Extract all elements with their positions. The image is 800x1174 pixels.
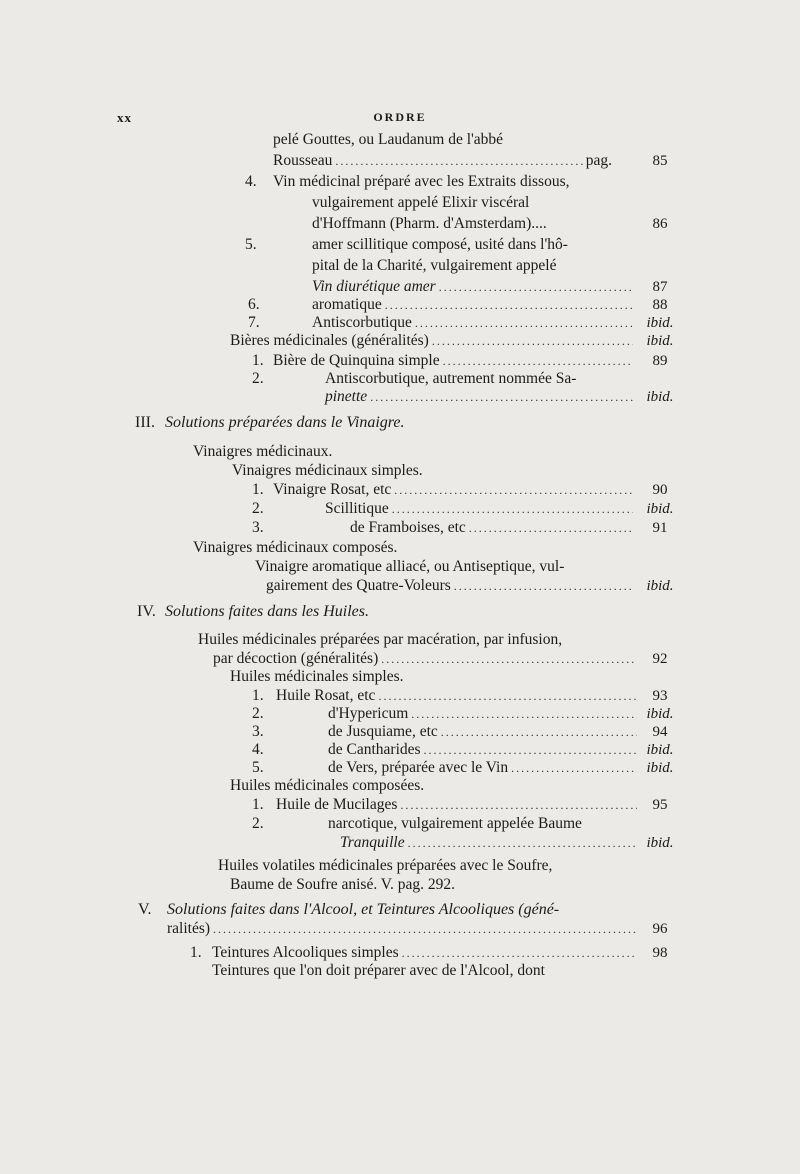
page-reference: ibid.: [646, 389, 674, 405]
toc-entry: [232, 462, 636, 480]
toc-entry: [276, 796, 640, 814]
entry-number: 1.: [252, 481, 264, 498]
leader-dots: [400, 796, 637, 814]
page-reference: 98: [652, 945, 668, 961]
leader-dots: [370, 388, 633, 406]
toc-entry: [328, 741, 640, 759]
page-reference: 89: [652, 353, 668, 369]
entry-number: 7.: [248, 314, 260, 331]
toc-entry: [230, 777, 640, 795]
leader-dots: [454, 577, 633, 595]
toc-entry: [340, 834, 640, 852]
leader-dots: [443, 352, 633, 370]
entry-label: de Vers, préparée avec le Vin: [328, 759, 509, 776]
page-reference: 93: [652, 688, 668, 704]
entry-label: Bières médicinales (généralités): [230, 332, 429, 349]
entry-number: 4.: [245, 173, 257, 190]
entry-label: Antiscorbutique: [312, 314, 412, 331]
toc-entry: [312, 215, 636, 233]
entry-number: 2.: [252, 815, 264, 832]
page-number: xx: [117, 110, 132, 125]
leader-dots: [408, 834, 637, 852]
page-reference: 85: [652, 153, 668, 169]
entry-label: amer scillitique composé, usité dans l'hô-: [312, 236, 568, 253]
entry-label: de Cantharides: [328, 741, 421, 758]
entry-label: pelé Gouttes, ou Laudanum de l'abbé: [273, 131, 504, 148]
leader-dots: [392, 500, 633, 518]
toc-entry: [312, 296, 636, 314]
entry-number: 4.: [252, 741, 264, 758]
leader-dots: [381, 650, 637, 668]
leader-dots: [385, 296, 633, 314]
toc-entry: [273, 352, 636, 370]
toc-entry: [325, 500, 636, 518]
toc-entry: [255, 558, 636, 576]
entry-label: narcotique, vulgairement appelée Baume: [328, 815, 582, 832]
toc-entry: [212, 944, 640, 962]
page-reference: ibid.: [646, 742, 674, 758]
entry-label: gairement des Quatre-Voleurs: [266, 577, 451, 594]
toc-entry: [350, 519, 636, 537]
toc-entry: [312, 194, 636, 212]
leader-dots: [469, 519, 633, 537]
page-reference: 86: [652, 216, 668, 232]
toc-entry: [273, 152, 612, 170]
entry-number: 1.: [252, 687, 264, 704]
entry-label: Solutions faites dans les Huiles.: [165, 603, 369, 620]
page-reference: ibid.: [646, 315, 674, 331]
entry-label: Teintures Alcooliques simples: [212, 944, 399, 961]
entry-label: Vinaigre aromatique alliacé, ou Antiseptique, vul-: [255, 558, 565, 575]
entry-number: 3.: [252, 519, 264, 536]
toc-entry: [167, 920, 640, 938]
toc-entry: [266, 577, 636, 595]
entry-label: d'Hypericum: [328, 705, 409, 722]
entry-label: Tranquille: [340, 834, 405, 851]
page-reference: ibid.: [646, 706, 674, 722]
page-reference: 92: [652, 651, 668, 667]
page-reference: 88: [652, 297, 668, 313]
toc-entry: [312, 278, 636, 296]
toc-entry: [230, 332, 636, 350]
toc-entry: [212, 962, 640, 980]
entry-label: Huile Rosat, etc: [276, 687, 376, 704]
entry-number: III.: [135, 414, 155, 431]
entry-number: 2.: [252, 370, 264, 387]
entry-label: Huiles médicinales simples.: [230, 668, 404, 685]
toc-entry: [328, 723, 640, 741]
running-title: ORDRE: [373, 110, 427, 124]
toc-entry: [312, 314, 636, 332]
leader-dots: [335, 152, 582, 170]
entry-number: 1.: [252, 352, 264, 369]
entry-label: Vinaigres médicinaux composés.: [193, 539, 398, 556]
toc-entry: [198, 631, 640, 649]
toc-entry: [273, 173, 636, 191]
entry-number: 1.: [252, 796, 264, 813]
leader-dots: [411, 705, 637, 723]
page-reference: 95: [652, 797, 668, 813]
leader-dots: [424, 741, 637, 759]
leader-dots: [441, 723, 637, 741]
leader-dots: [394, 481, 633, 499]
toc-entry: [328, 705, 640, 723]
entry-number: 2.: [252, 500, 264, 517]
entry-number: V.: [138, 901, 152, 918]
page-reference: 94: [652, 724, 668, 740]
leader-dots: [213, 920, 637, 938]
page-reference: ibid.: [646, 333, 674, 349]
page-reference: 96: [652, 921, 668, 937]
toc-entry: [218, 857, 640, 875]
leader-dots: [432, 332, 633, 350]
entry-number: 5.: [252, 759, 264, 776]
entry-number: IV.: [137, 603, 156, 620]
leader-dots: [378, 687, 637, 705]
page-reference: ibid.: [646, 578, 674, 594]
entry-label: Vinaigres médicinaux simples.: [232, 462, 423, 479]
entry-label: Rousseau: [273, 152, 333, 169]
toc-entry: [213, 650, 640, 668]
entry-label: par décoction (généralités): [213, 650, 379, 667]
toc-entry: [273, 481, 636, 499]
toc-entry: [328, 759, 640, 777]
entry-label: Vinaigre Rosat, etc: [273, 481, 392, 498]
entry-label: pinette: [325, 388, 368, 405]
entry-label: Bière de Quinquina simple: [273, 352, 440, 369]
entry-label: Huiles médicinales préparées par macération, par infusion,: [198, 631, 563, 648]
toc-entry: [312, 257, 636, 275]
entry-label: Solutions faites dans l'Alcool, et Teintures Alcooliques (géné-: [167, 901, 560, 918]
leader-dots: [415, 314, 633, 332]
section-heading: [165, 414, 636, 432]
leader-dots: [439, 278, 633, 296]
toc-entry: [312, 236, 636, 254]
page-reference: 87: [652, 279, 668, 295]
entry-label: pital de la Charité, vulgairement appelé: [312, 257, 557, 274]
section-heading: [167, 901, 640, 919]
entry-label: Vin diurétique amer: [312, 278, 436, 295]
page-reference: ibid.: [646, 760, 674, 776]
entry-label: aromatique: [312, 296, 382, 313]
page-reference: 91: [652, 520, 668, 536]
entry-label: Antiscorbutique, autrement nommée Sa-: [325, 370, 577, 387]
entry-label: Teintures que l'on doit préparer avec de l'Alcool, dont: [212, 962, 545, 979]
section-heading: [165, 603, 636, 621]
toc-entry: [230, 668, 640, 686]
entry-label: Vinaigres médicinaux.: [193, 443, 333, 460]
entry-number: 1.: [190, 944, 202, 961]
entry-label: Vin médicinal préparé avec les Extraits dissous,: [273, 173, 570, 190]
entry-label: vulgairement appelé Elixir viscéral: [312, 194, 530, 211]
toc-entry: [193, 443, 636, 461]
toc-entry: [276, 687, 640, 705]
entry-number: 5.: [245, 236, 257, 253]
entry-label: Huiles volatiles médicinales préparées avec le Soufre,: [218, 857, 553, 874]
toc-entry: [325, 370, 636, 388]
entry-label: ralités): [167, 920, 211, 937]
leader-dots: [511, 759, 637, 777]
entry-label: Solutions préparées dans le Vinaigre.: [165, 414, 405, 431]
toc-entry: [325, 388, 636, 406]
entry-number: 2.: [252, 705, 264, 722]
entry-number: 3.: [252, 723, 264, 740]
toc-entry: [193, 539, 636, 557]
entry-label: Huiles médicinales composées.: [230, 777, 425, 794]
entry-number: 6.: [248, 296, 260, 313]
leader-dots: [402, 944, 637, 962]
entry-label: d'Hoffmann (Pharm. d'Amsterdam)....: [312, 215, 547, 232]
page-abbreviation: pag.: [585, 152, 612, 169]
toc-entry: [273, 131, 636, 149]
toc-entry: [328, 815, 640, 833]
page-reference: ibid.: [646, 835, 674, 851]
entry-label: Huile de Mucilages: [276, 796, 398, 813]
entry-label: Scillitique: [325, 500, 389, 517]
page-reference: ibid.: [646, 501, 674, 517]
entry-label: de Framboises, etc: [350, 519, 466, 536]
page-reference: 90: [652, 482, 668, 498]
entry-label: Baume de Soufre anisé. V. pag. 292.: [230, 876, 455, 893]
toc-entry: [230, 876, 640, 894]
entry-label: de Jusquiame, etc: [328, 723, 438, 740]
